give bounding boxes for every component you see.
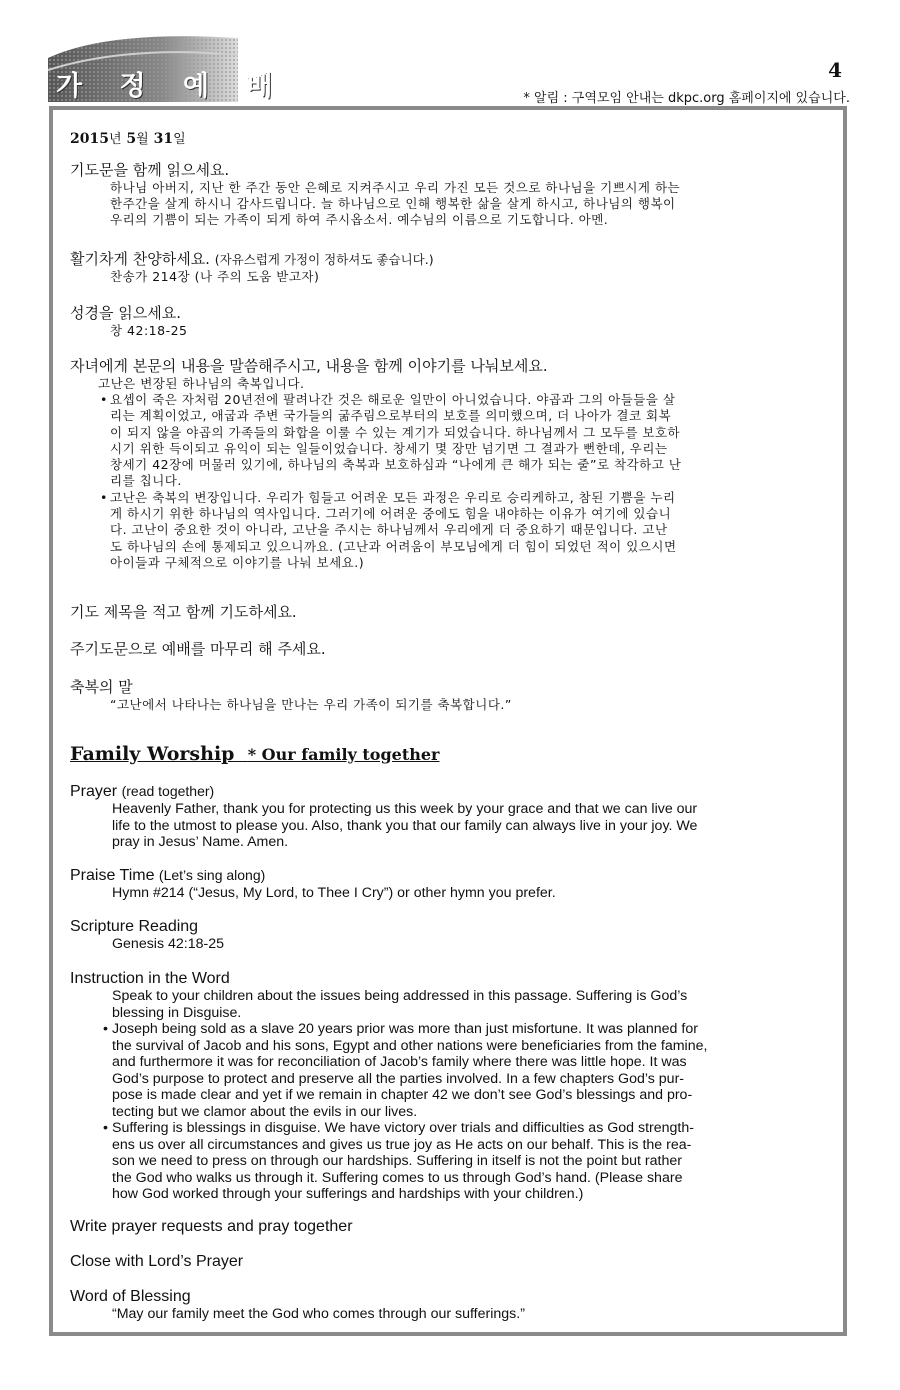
section-heading: Instruction in the Word bbox=[70, 970, 230, 987]
section-heading: Praise Time bbox=[70, 867, 155, 884]
section-heading: 주기도문으로 예배를 마무리 해 주세요. bbox=[70, 640, 326, 658]
english-prayer-section bbox=[70, 782, 830, 851]
section-note: (Let’s sing along) bbox=[158, 867, 266, 883]
body-line: 고난은 변장된 하나님의 축복입니다. bbox=[98, 376, 305, 391]
english-pray-topics bbox=[70, 1218, 830, 1236]
body-line: 하나님 아버지, 지난 한 주간 동안 은혜로 지켜주시고 우리 가진 모든 것으로 하나님을 기쁘시게 하는 bbox=[110, 180, 681, 195]
korean-prayer-section bbox=[70, 161, 830, 228]
section-heading: 축복의 말 bbox=[70, 678, 133, 696]
bullet-item: • Joseph being sold as a slave 20 years prior was more than just misfortune. It was planned for the survival of Jacob and his sons, Egypt and other nations were beneficiaries from the famine, and furthermore it was for reconciliation of Jacob’s family where there was little hope. It was God’s purpose to protect and preserve all the parties involved. In a few chapters God’s pur- pose is made clear and yet if we remain in chapter 42 we don’t see God’s blessings and pro- tecting but we clamor about the evils in our lives. bbox=[112, 1021, 830, 1120]
english-blessing-section bbox=[70, 1288, 830, 1323]
korean-scripture-section bbox=[70, 304, 830, 339]
section-heading: Prayer bbox=[70, 783, 118, 800]
section-heading: Scripture Reading bbox=[70, 918, 199, 935]
header-title: 가 정 예 배 bbox=[56, 71, 287, 102]
bullet-item: • 요셉이 죽은 자처럼 20년전에 팔려나간 것은 해로운 일만이 아니었습니다. 야곱과 그의 아들들을 살 리는 계획이었고, 애굽과 주변 국가들의 굶주림으로부터의 보호를 의미했으며, 더 나아가 결코 회복 이 되지 않을 야곱의 가족들의 화합을 이룰 수 있는 계기가 되었습니다. 하나님께서 그 모두를 보호하 시기 위한 득이되고 유익이 되는 일들이었습니다. 창세기 몇 장만 넘기면 그 결과가 뻔한데, 우리는 창세기 42장에 머물러 있기에, 하나님의 축복과 보호하심과 “나에게 큰 해가 되는 줄”로 착각하고 난 리를 칩니다. bbox=[110, 392, 830, 490]
body-line: 우리의 기쁨이 되는 가족이 되게 하여 주시옵소서. 예수님의 이름으로 기도합니다. 아멘. bbox=[110, 212, 609, 227]
body-line: blessing in Disguise. bbox=[112, 1004, 242, 1021]
header-notice: * 알림 : 구역모임 안내는 dkpc.org 홈페이지에 있습니다. bbox=[523, 91, 850, 106]
section-heading: 기도문을 함께 읽으세요. bbox=[70, 161, 230, 179]
korean-pray-topics bbox=[70, 603, 830, 622]
section-heading: 활기차게 찬양하세요. bbox=[70, 250, 210, 268]
english-scripture-section bbox=[70, 918, 830, 953]
korean-instruction-section bbox=[70, 357, 830, 571]
worship-date: 2015년 5월 31일 bbox=[70, 131, 186, 147]
body-line: life to the utmost to please you. Also, thank you that our family can always live in your joy. We bbox=[112, 817, 698, 834]
body-line: “고난에서 나타나는 하나님을 만나는 우리 가족이 되기를 축복합니다.” bbox=[110, 697, 512, 712]
english-praise-section bbox=[70, 866, 830, 902]
body-line: Hymn #214 (“Jesus, My Lord, to Thee I Cry”) or other hymn you prefer. bbox=[112, 885, 556, 901]
body-line: pray in Jesus’ Name. Amen. bbox=[112, 834, 289, 850]
bullet-item: • 고난은 축복의 변장입니다. 우리가 힘들고 어려운 모든 과정은 우리로 승리케하고, 참된 기쁨을 누리 게 하시기 위한 하나님의 역사입니다. 그러기에 어려운 중에도 힘을 내야하는 이유가 여기에 있습니 다. 고난이 중요한 것이 아니라, 고난을 주시는 하나님께서 우리에게 더 중요하기 때문입니다. 고난 도 하나님의 손에 통제되고 있으니까요. (고난과 어려움이 부모님에게 더 힘이 되었던 적이 있으시면 아이들과 구체적으로 이야기를 나눠 보세요.) bbox=[110, 490, 830, 571]
bullet-list bbox=[70, 392, 830, 571]
english-instruction-section bbox=[70, 970, 830, 1203]
section-heading: Write prayer requests and pray together bbox=[70, 1218, 353, 1235]
korean-praise-section bbox=[70, 250, 830, 285]
section-heading: 자녀에게 본문의 내용을 말씀해주시고, 내용을 함께 이야기를 나눠보세요. bbox=[70, 357, 548, 375]
body-line: Heavenly Father, thank you for protecting us this week by your grace and that we can live our bbox=[112, 801, 698, 817]
english-lords-prayer bbox=[70, 1253, 830, 1271]
bullet-list bbox=[70, 1021, 830, 1203]
section-note: (자유스럽게 가정이 정하셔도 좋습니다.) bbox=[214, 252, 434, 267]
korean-blessing-section bbox=[70, 678, 830, 713]
section-heading: 기도 제목을 적고 함께 기도하세요. bbox=[70, 603, 297, 621]
body-line: “May our family meet the God who comes through our sufferings.” bbox=[112, 1306, 525, 1322]
section-heading: Word of Blessing bbox=[70, 1288, 191, 1305]
body-line: Genesis 42:18-25 bbox=[112, 936, 224, 952]
english-title: Family Worship * Our family together bbox=[70, 743, 440, 765]
body-line: Speak to your children about the issues being addressed in this passage. Suffering is God’s bbox=[112, 988, 688, 1004]
body-line: 창 42:18-25 bbox=[110, 323, 188, 338]
page-number: 4 bbox=[828, 58, 842, 82]
body-line: 찬송가 214장 (나 주의 도움 받고자) bbox=[110, 269, 320, 284]
body-line: 한주간을 살게 하시니 감사드립니다. 늘 하나님으로 인해 행복한 삶을 살게 하시고, 하나님의 행복이 bbox=[110, 196, 676, 211]
bullet-item: • Suffering is blessings in disguise. We have victory over trials and difficulties as God strength- ens us over all circumstances and gives us true joy as He acts on our behalf. This is the rea- son we need to press on through our hardships. Suffering in itself is not the point but rather the God who walks us through it. Suffering comes to us through God’s hand. (Please share how God worked through your sufferings and hardships with your children.) bbox=[112, 1120, 830, 1203]
section-heading: Close with Lord’s Prayer bbox=[70, 1253, 244, 1270]
section-note: (read together) bbox=[121, 783, 215, 799]
section-heading: 성경을 읽으세요. bbox=[70, 304, 181, 322]
korean-lords-prayer bbox=[70, 640, 830, 659]
